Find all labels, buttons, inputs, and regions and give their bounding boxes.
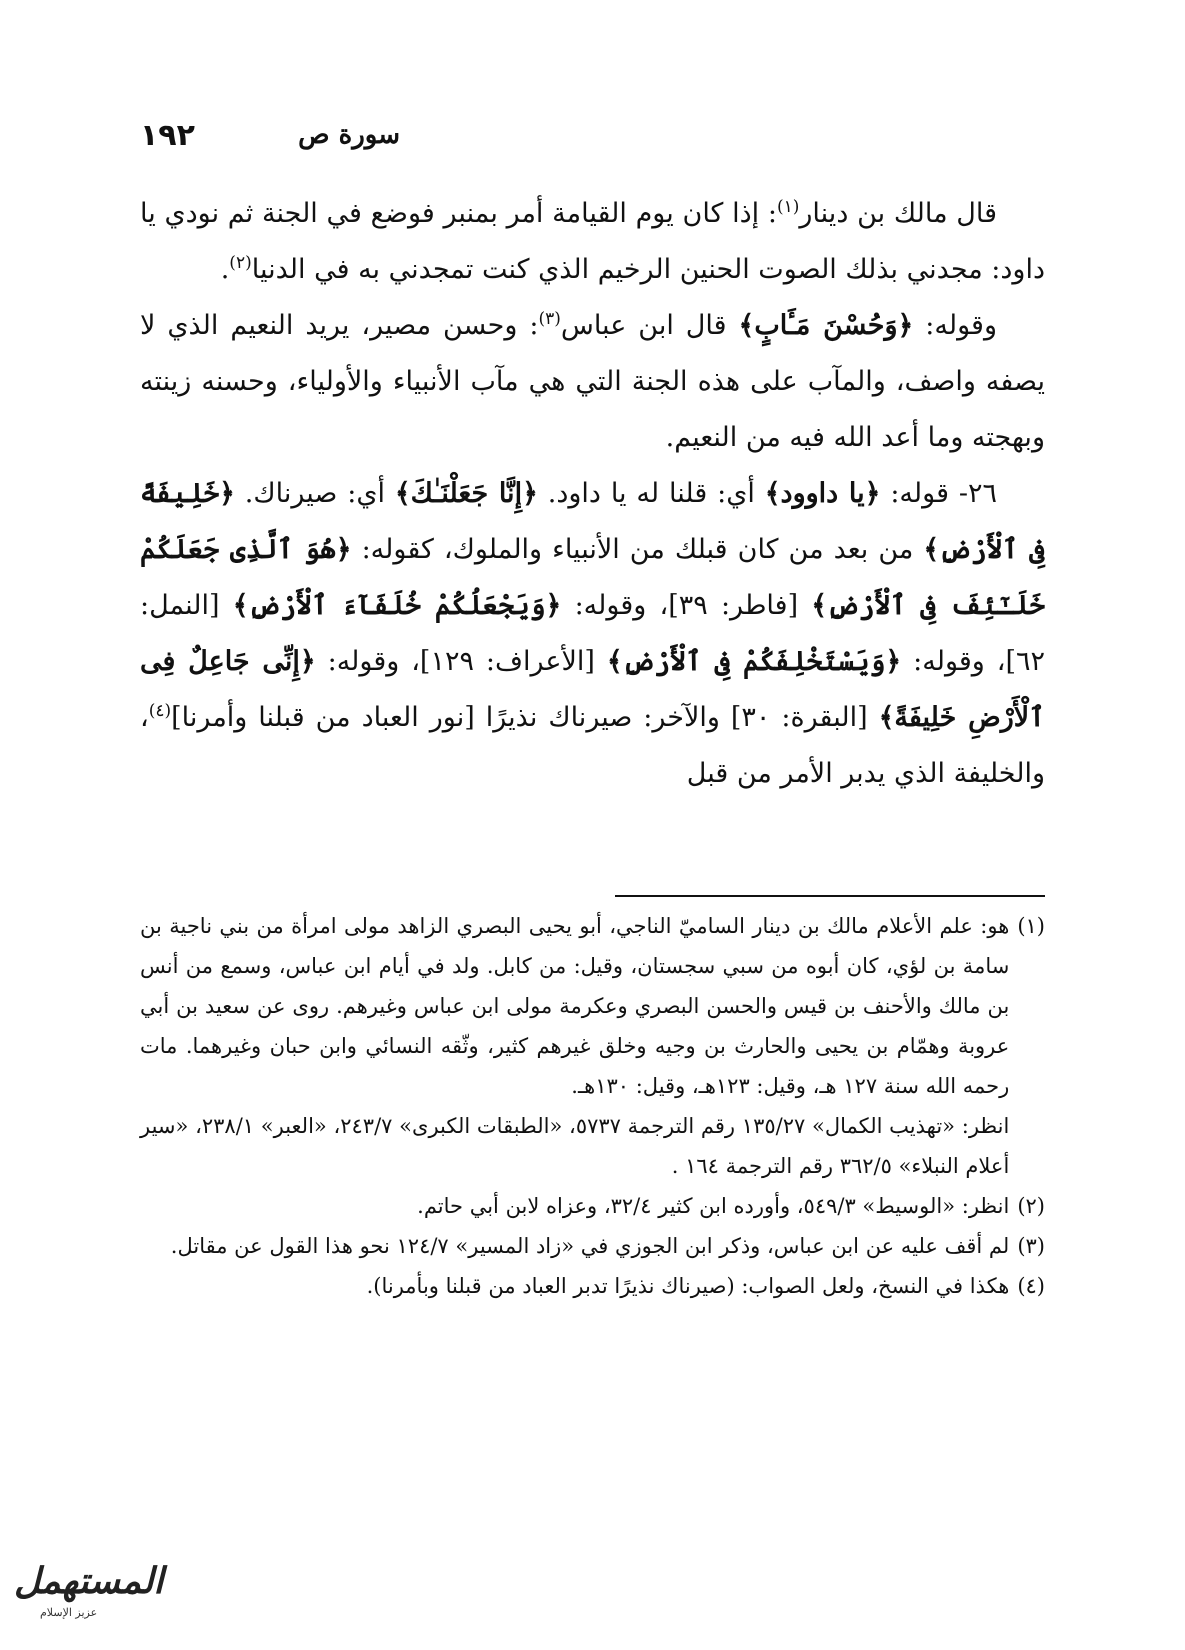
footnote-number: (٢) [1017,1194,1045,1218]
watermark-logo [14,1560,164,1630]
page-number: ١٩٢ [140,118,195,153]
quran-verse: ﴿يا داوود﴾ [764,478,881,509]
footnote-ref-2: (٢) [229,253,252,273]
paragraph-maab: وقوله: ﴿وَحُسْنَ مَـَٔابٍ﴾ قال ابن عباس$^{(٣)}$: وحسن مصير، يريد النعيم الذي لا يصفه واصف، والمآب على هذه الجنة التي هي مآب الأنبياء والأولياء، وحسنه زينته وبهجته وما أعد الله فيه من النعيم. [140,309,1045,453]
quran-verse: ﴿وَيَسْتَخْلِفَكُمْ فِى ٱلْأَرْضِ﴾ [606,646,902,677]
quran-verse: ﴿وَيَجْعَلُكُمْ خُلَفَآءَ ٱلْأَرْضِ﴾ [232,590,562,621]
footnote-separator [615,895,1045,897]
footnote-ref-3: (٣) [538,309,561,329]
quran-verse: ﴿إِنَّا جَعَلْنَـٰكَ﴾ [394,478,538,509]
main-text [140,186,1045,802]
quran-verse: ﴿وَحُسْنَ مَـَٔابٍ﴾ [738,310,914,341]
footnote-text: انظر: «الوسيط» ٥٤٩/٣، وأورده ابن كثير ٣٢/٤، وعزاه لابن أبي حاتم. [417,1194,1010,1218]
paragraph-malik: قال مالك بن دينار$^{(١)}$: إذا كان يوم القيامة أمر بمنبر فوضع في الجنة ثم نودي يا داود: مجدني بذلك الصوت الحنين الرخيم الذي كنت تمجدني به في الدنيا$^{(٢)}$. [140,197,1045,285]
footnote-ref-1: (١) [776,197,800,217]
quran-verse: ﴿هُوَ ٱلَّذِى جَعَلَكُمْ خَلَـٰٓئِفَ فِى ٱلْأَرْضِ﴾ [140,534,1045,621]
footnotes [140,906,1045,1306]
page-header [140,118,1040,168]
footnote-text: هكذا في النسخ، ولعل الصواب: (صيرناك نذيرًا تدبر العباد من قبلنا وبأمرنا). [366,1274,1010,1298]
footnote-2 [140,1186,1045,1226]
footnote-text: هو: علم الأعلام مالك بن دينار الساميّ الناجي، أبو يحيى البصري الزاهد مولى امرأة من بني ناجية بن سامة بن لؤي، كان أبوه من سبي سجستان، وقيل: من كابل. ولد في أيام ابن عباس، وسمع من أنس بن مالك والأحنف بن قيس والحسن البصري وعكرمة مولى ابن عباس وغيرهم. روى عن سعيد بن أبي عروبة وهمّام بن يحيى والحارث بن وجيه وخلق غيرهم كثير، وثّقه النسائي وابن حبان وغيرهما. مات رحمه الله سنة ١٢٧ هـ، وقيل: ١٢٣هـ، وقيل: ١٣٠هـ. [140,914,1010,1098]
watermark-subtitle: عزيز الإسلام [40,1606,98,1619]
footnote-4 [140,1266,1045,1306]
footnote-ref-4: (٤) [148,701,172,721]
footnote-number: (١) [1017,914,1045,938]
footnote-number: (٣) [1017,1234,1045,1258]
watermark-title: المستهمل [14,1560,164,1602]
footnote-3 [140,1226,1045,1266]
quran-verse: ﴿إِنِّى جَاعِلٌ فِى ٱلْأَرْضِ خَلِيفَةً﴾ [140,646,1045,733]
paragraph-verse-26: ٢٦- قوله: ﴿يا داوود﴾ أي: قلنا له يا داود. ﴿إِنَّا جَعَلْنَـٰكَ﴾ أي: صيرناك. ﴿خَلِيفَةً فِى ٱلْأَرْضِ﴾ من بعد من كان قبلك من الأنبياء والملوك، كقوله: ﴿هُوَ ٱلَّذِى جَعَلَكُمْ خَلَـٰٓئِفَ فِى ٱلْأَرْضِ﴾ [فاطر: ٣٩]، وقوله: ﴿وَيَجْعَلُكُمْ خُلَفَآءَ ٱلْأَرْضِ﴾ [النمل: ٦٢]، وقوله: ﴿وَيَسْتَخْلِفَكُمْ فِى ٱلْأَرْضِ﴾ [الأعراف: ١٢٩]، وقوله: ﴿إِنِّى جَاعِلٌ فِى ٱلْأَرْضِ خَلِيفَةً﴾ [البقرة: ٣٠] والآخر: صيرناك نذيرًا [نور العباد من قبلنا وأمرنا]$^{(٤)}$، والخليفة الذي يدبر الأمر من قبل [140,478,1046,789]
footnote-number: (٤) [1017,1274,1045,1298]
running-title: سورة ص [298,120,400,150]
footnote-1 [140,906,1045,1186]
footnote-references: انظر: «تهذيب الكمال» ١٣٥/٢٧ رقم الترجمة ٥٧٣٧، «الطبقات الكبرى» ٢٤٣/٧، «العبر» ٢٣٨/١، «سير أعلام النبلاء» ٣٦٢/٥ رقم الترجمة ١٦٤ . [140,1114,1010,1178]
quran-verse: ﴿خَلِيفَةً فِى ٱلْأَرْضِ﴾ [140,478,1045,565]
footnote-text: لم أقف عليه عن ابن عباس، وذكر ابن الجوزي في «زاد المسير» ١٢٤/٧ نحو هذا القول عن مقاتل. [170,1234,1010,1258]
